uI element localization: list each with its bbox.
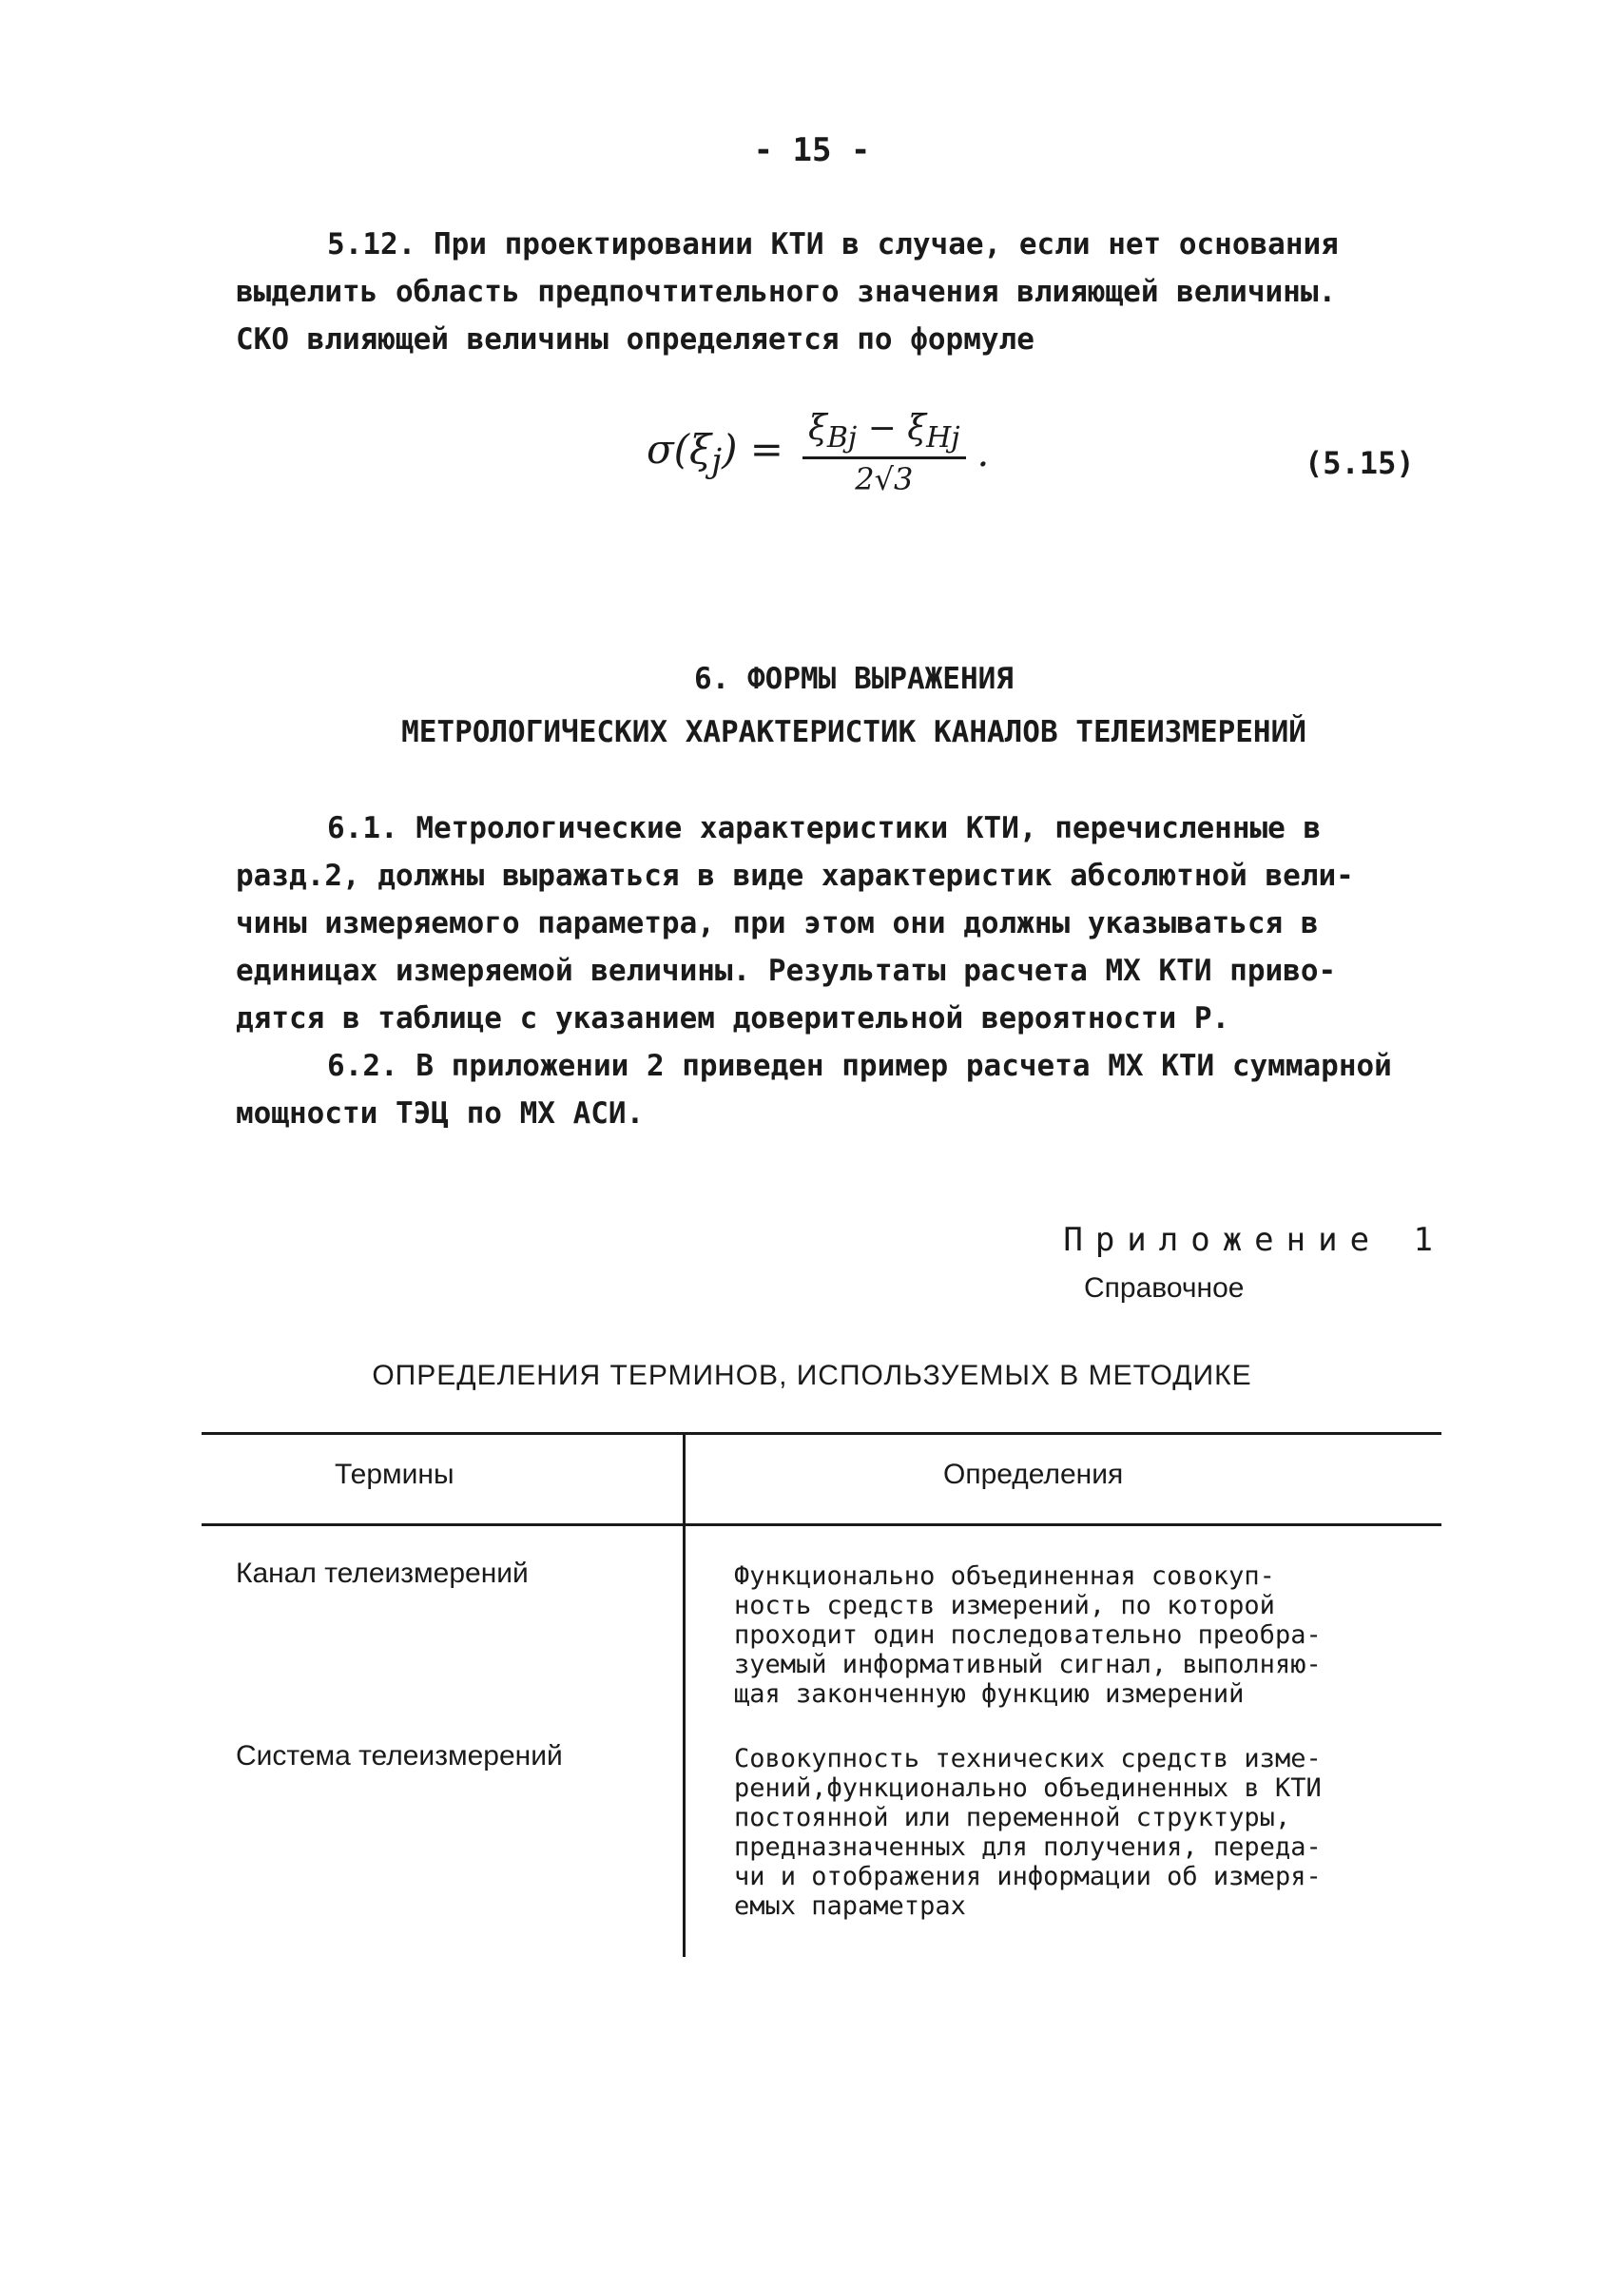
definition-1-line-5: щая законченную функцию измерений: [734, 1679, 1245, 1709]
paragraph-6-2: [236, 1042, 1472, 1137]
paragraph-5-12-line-2: выделить область предпочтительного значения влияющей величины.: [236, 275, 1337, 309]
terms-table: [202, 1432, 1441, 1957]
paragraph-6-1-line-5: дятся в таблице с указанием доверительной вероятности Р.: [236, 1001, 1230, 1036]
definition-2-line-5: чи и отображения информации об измеря-: [734, 1862, 1322, 1891]
paragraph-6-1-line-4: единицах измеряемой величины. Результаты расчета МХ КТИ приво-: [236, 954, 1337, 988]
definition-1-line-1: Функционально объединенная совокуп-: [734, 1561, 1275, 1591]
column-header-definitions: Определения: [943, 1459, 1124, 1490]
paragraph-6-1-line-1: 6.1. Метрологические характеристики КТИ, перечисленные в: [327, 811, 1322, 845]
table-top-rule: [202, 1432, 1441, 1435]
formula-dot: .: [976, 431, 990, 475]
paragraph-6-2-line-1: 6.2. В приложении 2 приведен пример расчета МХ КТИ суммарной: [327, 1049, 1392, 1083]
definition-2-line-1: Совокупность технических средств изме-: [734, 1744, 1322, 1773]
formula-denominator: 2√3: [855, 461, 914, 498]
formula-5-15: [647, 409, 989, 497]
definition-2-line-6: емых параметрах: [734, 1891, 966, 1921]
paragraph-6-1-line-2: разд.2, должны выражаться в виде характеристик абсолютной вели-: [236, 859, 1354, 893]
paragraph-6-1: [236, 804, 1472, 1042]
column-header-terms: Термины: [335, 1459, 454, 1490]
definition-1-line-3: проходит один последовательно преобра-: [734, 1620, 1322, 1650]
formula-fraction: [802, 409, 966, 497]
definition-1: [734, 1561, 1428, 1709]
section-6-heading: [236, 652, 1472, 759]
paragraph-6-1-line-3: чины измеряемого параметра, при этом они должны указываться в: [236, 906, 1319, 940]
definition-1-line-4: зуемый информативный сигнал, выполняю-: [734, 1650, 1322, 1679]
appendix-label: Приложение 1: [1063, 1221, 1445, 1259]
formula-lhs: $\sigma(\xi_j)$ =: [647, 425, 783, 481]
definition-2-line-4: предназначенных для получения, переда-: [734, 1832, 1322, 1862]
appendix-subtitle: Справочное: [1084, 1272, 1245, 1304]
paragraph-5-12-line-1: 5.12. При проектировании КТИ в случае, если нет основания: [327, 227, 1339, 261]
table-column-divider: [683, 1432, 686, 1957]
section-6-heading-line-2: МЕТРОЛОГИЧЕСКИХ ХАРАКТЕРИСТИК КАНАЛОВ ТЕЛЕИЗМЕРЕНИЙ: [401, 715, 1306, 749]
definition-2-line-3: постоянной или переменной структуры,: [734, 1803, 1291, 1832]
paragraph-5-12: [236, 221, 1472, 363]
paragraph-6-2-line-2: мощности ТЭЦ по МХ АСИ.: [236, 1096, 645, 1131]
equation-number: (5.15): [1305, 445, 1415, 481]
definition-1-line-2: ность средств измерений, по которой: [734, 1591, 1275, 1620]
page-number: - 15 -: [753, 131, 871, 169]
table-title: ОПРЕДЕЛЕНИЯ ТЕРМИНОВ, ИСПОЛЬЗУЕМЫХ В МЕТОДИКЕ: [372, 1360, 1252, 1391]
definition-2-line-2: рений,функционально объединенных в КТИ: [734, 1773, 1322, 1803]
section-6-heading-line-1: 6. ФОРМЫ ВЫРАЖЕНИЯ: [694, 662, 1014, 696]
term-1: Канал телеизмерений: [236, 1558, 529, 1589]
table-header-rule: [202, 1523, 1441, 1526]
paragraph-5-12-line-3: СКО влияющей величины определяется по формуле: [236, 322, 1034, 357]
definition-2: [734, 1744, 1428, 1921]
formula-numerator: $\xi_{Bj} - \xi_{Hj}$: [802, 409, 966, 459]
term-2: Система телеизмерений: [236, 1740, 563, 1772]
